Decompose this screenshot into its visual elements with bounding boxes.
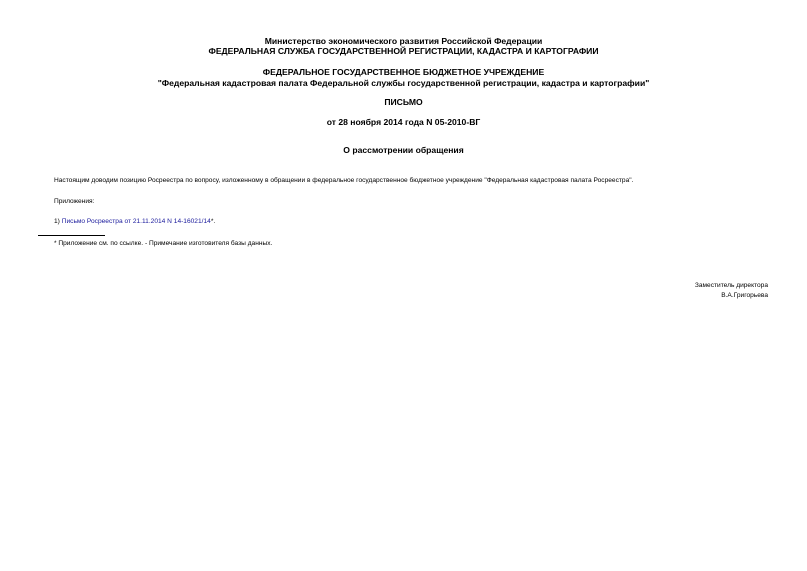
attachments-label: Приложения: xyxy=(54,198,95,205)
attachment-link[interactable]: Письмо Росреестра от 21.11.2014 N 14-16021/14 xyxy=(61,218,211,225)
service-title: ФЕДЕРАЛЬНАЯ СЛУЖБА ГОСУДАРСТВЕННОЙ РЕГИСТРАЦИИ, КАДАСТРА И КАРТОГРАФИИ xyxy=(208,46,599,56)
document-date-number: от 28 ноября 2014 года N 05-2010-ВГ xyxy=(326,117,481,127)
body-paragraph: Настоящим доводим позицию Росреестра по вопросу, изложенному в обращении в федеральное государственное бюджетное учреждение "Федеральная кадастровая палата Росреестра". xyxy=(54,177,634,184)
document-subject: О рассмотрении обращения xyxy=(343,145,464,155)
ministry-title: Министерство экономического развития Российской Федерации xyxy=(264,36,543,46)
attachment-suffix: *. xyxy=(210,218,216,225)
footnote-divider xyxy=(38,235,105,236)
footnote-text: * Приложение см. по ссылке. - Примечание изготовителя базы данных. xyxy=(54,240,273,247)
institution-name: "Федеральная кадастровая палата Федеральной службы государственной регистрации, кадастра и картографии" xyxy=(157,78,650,88)
institution-title: ФЕДЕРАЛЬНОЕ ГОСУДАРСТВЕННОЕ БЮДЖЕТНОЕ УЧРЕЖДЕНИЕ xyxy=(262,67,545,77)
document-type: ПИСЬМО xyxy=(384,97,423,107)
attachment-number: 1) xyxy=(54,218,60,225)
signature-position: Заместитель директора xyxy=(694,282,768,289)
attachment-item xyxy=(54,217,215,226)
signature-name: В.А.Григорьева xyxy=(721,292,768,299)
